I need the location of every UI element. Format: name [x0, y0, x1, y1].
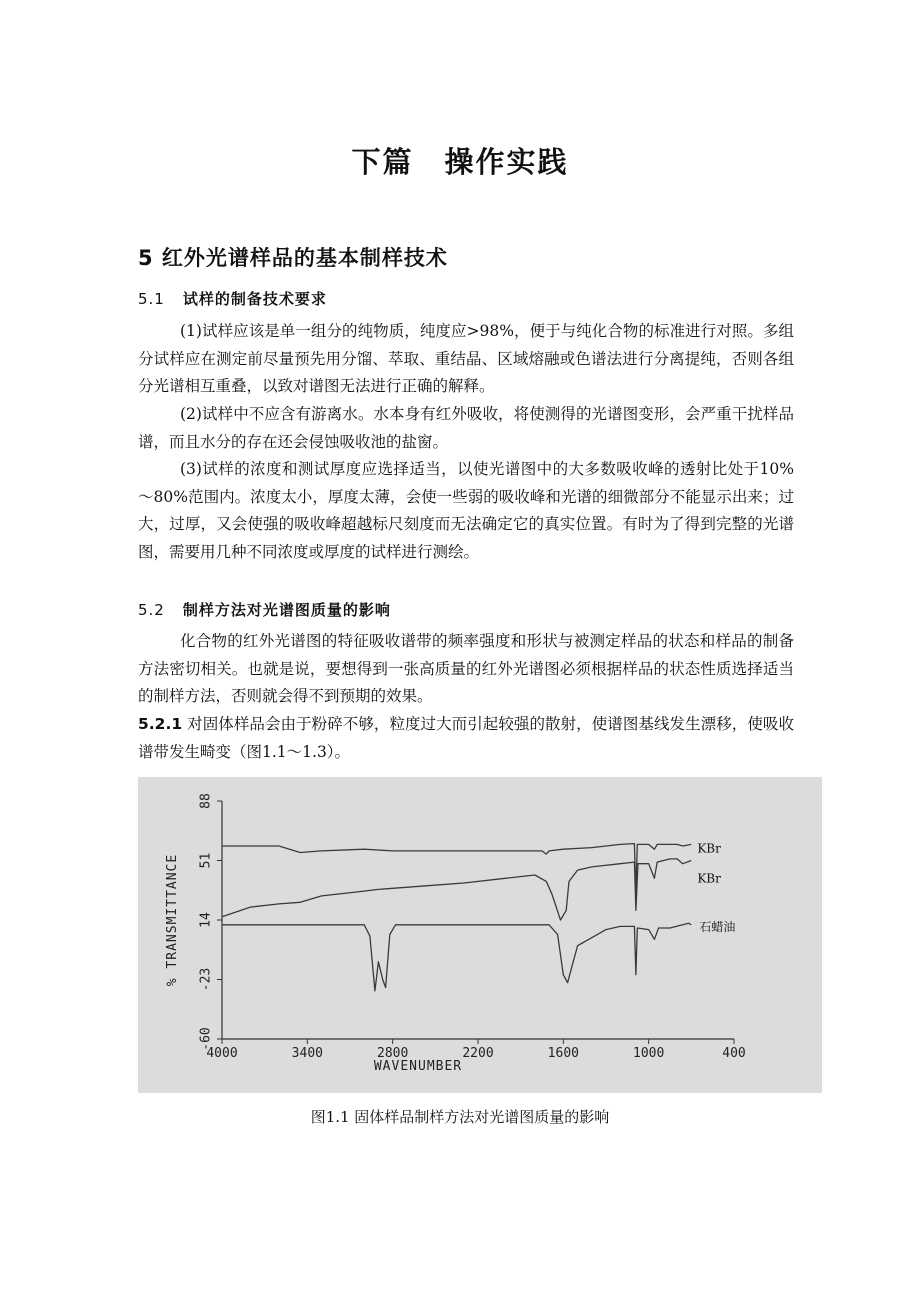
y-tick-label: -60 — [198, 1027, 214, 1051]
series-label: KBr — [697, 841, 721, 856]
chapter-title: 5 红外光谱样品的基本制样技术 — [138, 246, 448, 270]
y-axis-title: % TRANSMITTANCE — [165, 853, 180, 987]
x-axis-title: WAVENUMBER — [373, 1059, 463, 1074]
paragraph-5-2-1 — [138, 711, 794, 766]
x-tick-label: 4000 — [206, 1046, 238, 1061]
x-tick-label: 2800 — [377, 1046, 409, 1061]
spectrum-curve — [222, 844, 691, 895]
section-heading-5-2 — [138, 599, 391, 620]
paragraph-5-2-intro: 化合物的红外光谱图的特征吸收谱带的频率强度和形状与被测定样品的状态和样品的制备方法密切相关。也就是说，要想得到一张高质量的红外光谱图必须根据样品的状态性质选择适当的制样方法，否则就会得不到预期的效果。 — [138, 632, 794, 705]
paragraph-text: 对固体样品会由于粉碎不够，粒度过大而引起较强的散射，使谱图基线发生漂移，使吸收谱带发生畸变（图1.1～1.3）。 — [138, 715, 794, 761]
spectrum-curve — [222, 923, 691, 991]
y-tick-label: 51 — [198, 852, 214, 869]
x-tick-label: 2200 — [462, 1046, 494, 1061]
chart-labels — [697, 841, 735, 933]
section-number: 5.1 — [138, 290, 165, 308]
ir-spectrum-chart — [138, 777, 822, 1093]
spectrum-curve — [222, 859, 691, 920]
page-title: 下篇 操作实践 — [351, 145, 569, 179]
chart-curves — [222, 844, 691, 991]
paragraph-5-1-item-2: (2)试样中不应含有游离水。水本身有红外吸收，将使测得的光谱图变形，会严重干扰样品谱，而且水分的存在还会侵蚀吸收池的盐窗。 — [138, 405, 794, 451]
series-label: 石蜡油 — [699, 919, 736, 934]
series-label: KBr — [697, 871, 721, 886]
section-heading-5-1 — [138, 288, 327, 309]
paragraph-5-1-item-1: (1)试样应该是单一组分的纯物质，纯度应>98%，便于与纯化合物的标准进行对照。多组分试样应在测定前尽量预先用分馏、萃取、重结晶、区域熔融或色谱法进行分离提纯，否则各组分光谱相互重叠，以致对谱图无法进行正确的解释。 — [138, 322, 794, 395]
section-title: 试样的制备技术要求 — [182, 290, 327, 308]
section-number: 5.2 — [138, 601, 165, 619]
y-tick-label: 88 — [198, 793, 214, 809]
x-tick-label: 1000 — [633, 1046, 665, 1061]
x-tick-label: 1600 — [547, 1046, 579, 1061]
paragraph-5-1-item-3: (3)试样的浓度和测试厚度应选择适当，以使光谱图中的大多数吸收峰的透射比处于10%～80%范围内。浓度太小，厚度太薄，会使一些弱的吸收峰和光谱的细微部分不能显示出来；过大，过厚，又会使强的吸收峰超越标尺刻度而无法确定它的真实位置。有时为了得到完整的光谱图，需要用几种不同浓度或厚度的试样进行测绘。 — [138, 460, 794, 561]
chart-axes — [165, 793, 746, 1074]
y-tick-label: 14 — [198, 912, 214, 928]
section-title: 制样方法对光谱图质量的影响 — [182, 601, 391, 619]
subsection-number: 5.2.1 — [138, 715, 183, 733]
x-tick-label: 3400 — [291, 1046, 323, 1061]
figure-caption: 图1.1 固体样品制样方法对光谱图质量的影响 — [310, 1108, 610, 1126]
y-tick-label: -23 — [198, 967, 214, 992]
ir-spectrum-figure — [138, 777, 822, 1093]
x-tick-label: 400 — [722, 1046, 746, 1061]
